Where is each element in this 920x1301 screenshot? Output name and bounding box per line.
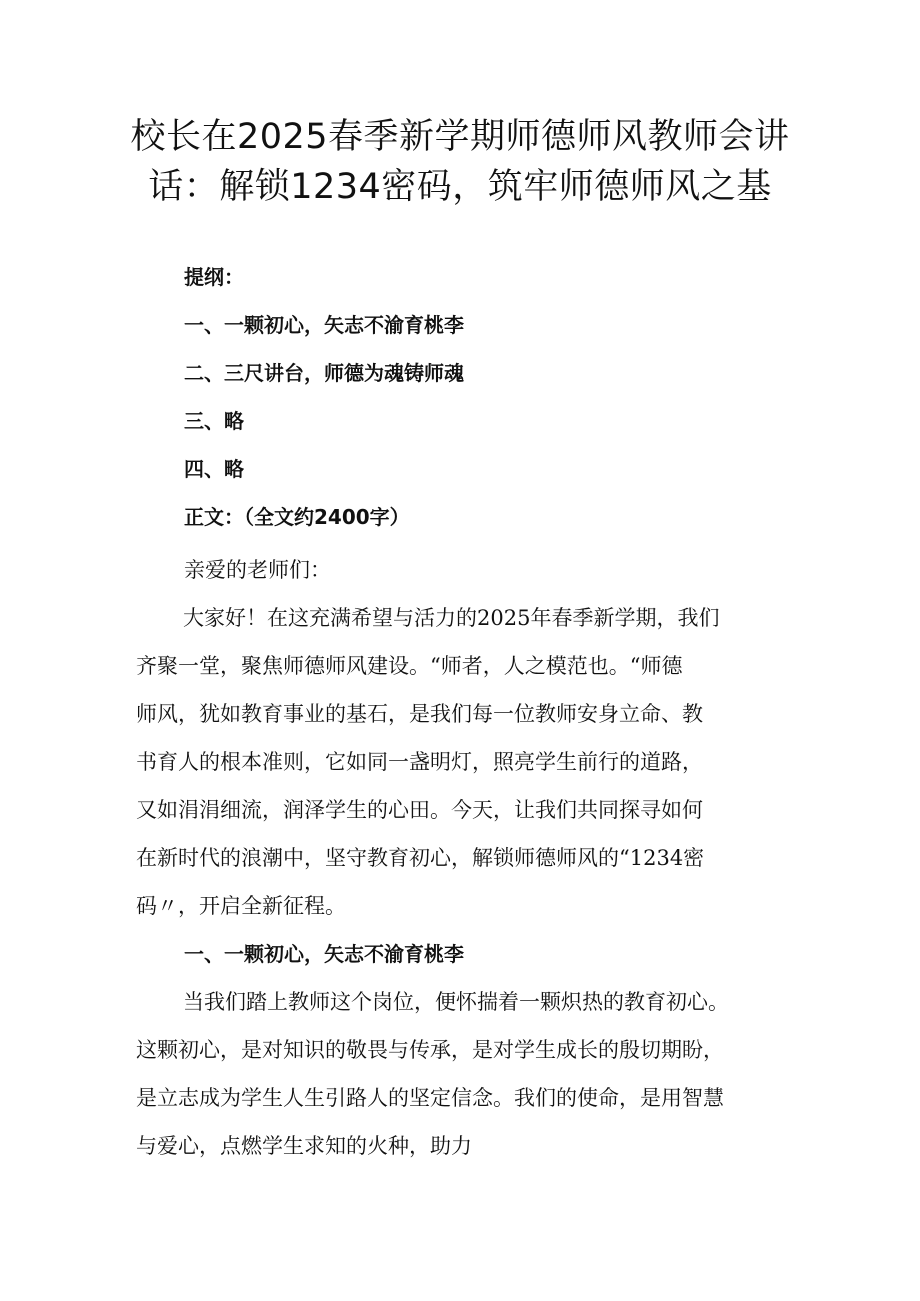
paragraph-line: 当我们踏上教师这个岗位，便怀揣着一颗炽热的教育初心。 xyxy=(183,990,729,1014)
outline-label: 提纲： xyxy=(184,265,244,289)
paragraph-line: 码〃，开启全新征程。 xyxy=(136,894,346,918)
paragraph-line: 书育人的根本准则，它如同一盏明灯，照亮学生前行的道路， xyxy=(136,750,703,774)
outline-section xyxy=(184,260,464,548)
section-1-heading: 一、一颗初心，矢志不渝育桃李 xyxy=(184,942,464,966)
paragraph-line: 这颗初心，是对知识的敬畏与传承，是对学生成长的殷切期盼， xyxy=(136,1038,724,1062)
paragraph-line: 与爱心，点燃学生求知的火种，助力 xyxy=(136,1134,472,1158)
title-line-2: 话：解锁1234密码，筑牢师德师风之基 xyxy=(148,167,772,207)
paragraph-line: 在新时代的浪潮中，坚守教育初心，解锁师德师风的“1234密 xyxy=(136,846,705,870)
paragraph-line: 又如涓涓细流，润泽学生的心田。今天，让我们共同探寻如何 xyxy=(136,798,703,822)
paragraph-2 xyxy=(136,985,796,1177)
greeting: 亲爱的老师们： xyxy=(184,558,331,582)
paragraph-1 xyxy=(136,601,796,937)
body-label: 正文：（全文约2400字） xyxy=(184,505,410,529)
paragraph-line: 师风，犹如教育事业的基石，是我们每一位教师安身立命、教 xyxy=(136,702,703,726)
paragraph-line: 大家好！在这充满希望与活力的2025年春季新学期，我们 xyxy=(183,606,720,630)
title-line-1: 校长在2025春季新学期师德师风教师会讲 xyxy=(130,117,790,157)
document-title xyxy=(120,112,800,212)
outline-item-1: 一、一颗初心，矢志不渝育桃李 xyxy=(184,313,464,337)
outline-item-4: 四、略 xyxy=(184,457,244,481)
paragraph-line: 是立志成为学生人生引路人的坚定信念。我们的使命，是用智慧 xyxy=(136,1086,724,1110)
outline-item-3: 三、略 xyxy=(184,409,244,433)
outline-item-2: 二、三尺讲台，师德为魂铸师魂 xyxy=(184,361,464,385)
paragraph-line: 齐聚一堂，聚焦师德师风建设。“师者，人之模范也。“师德 xyxy=(136,654,683,678)
